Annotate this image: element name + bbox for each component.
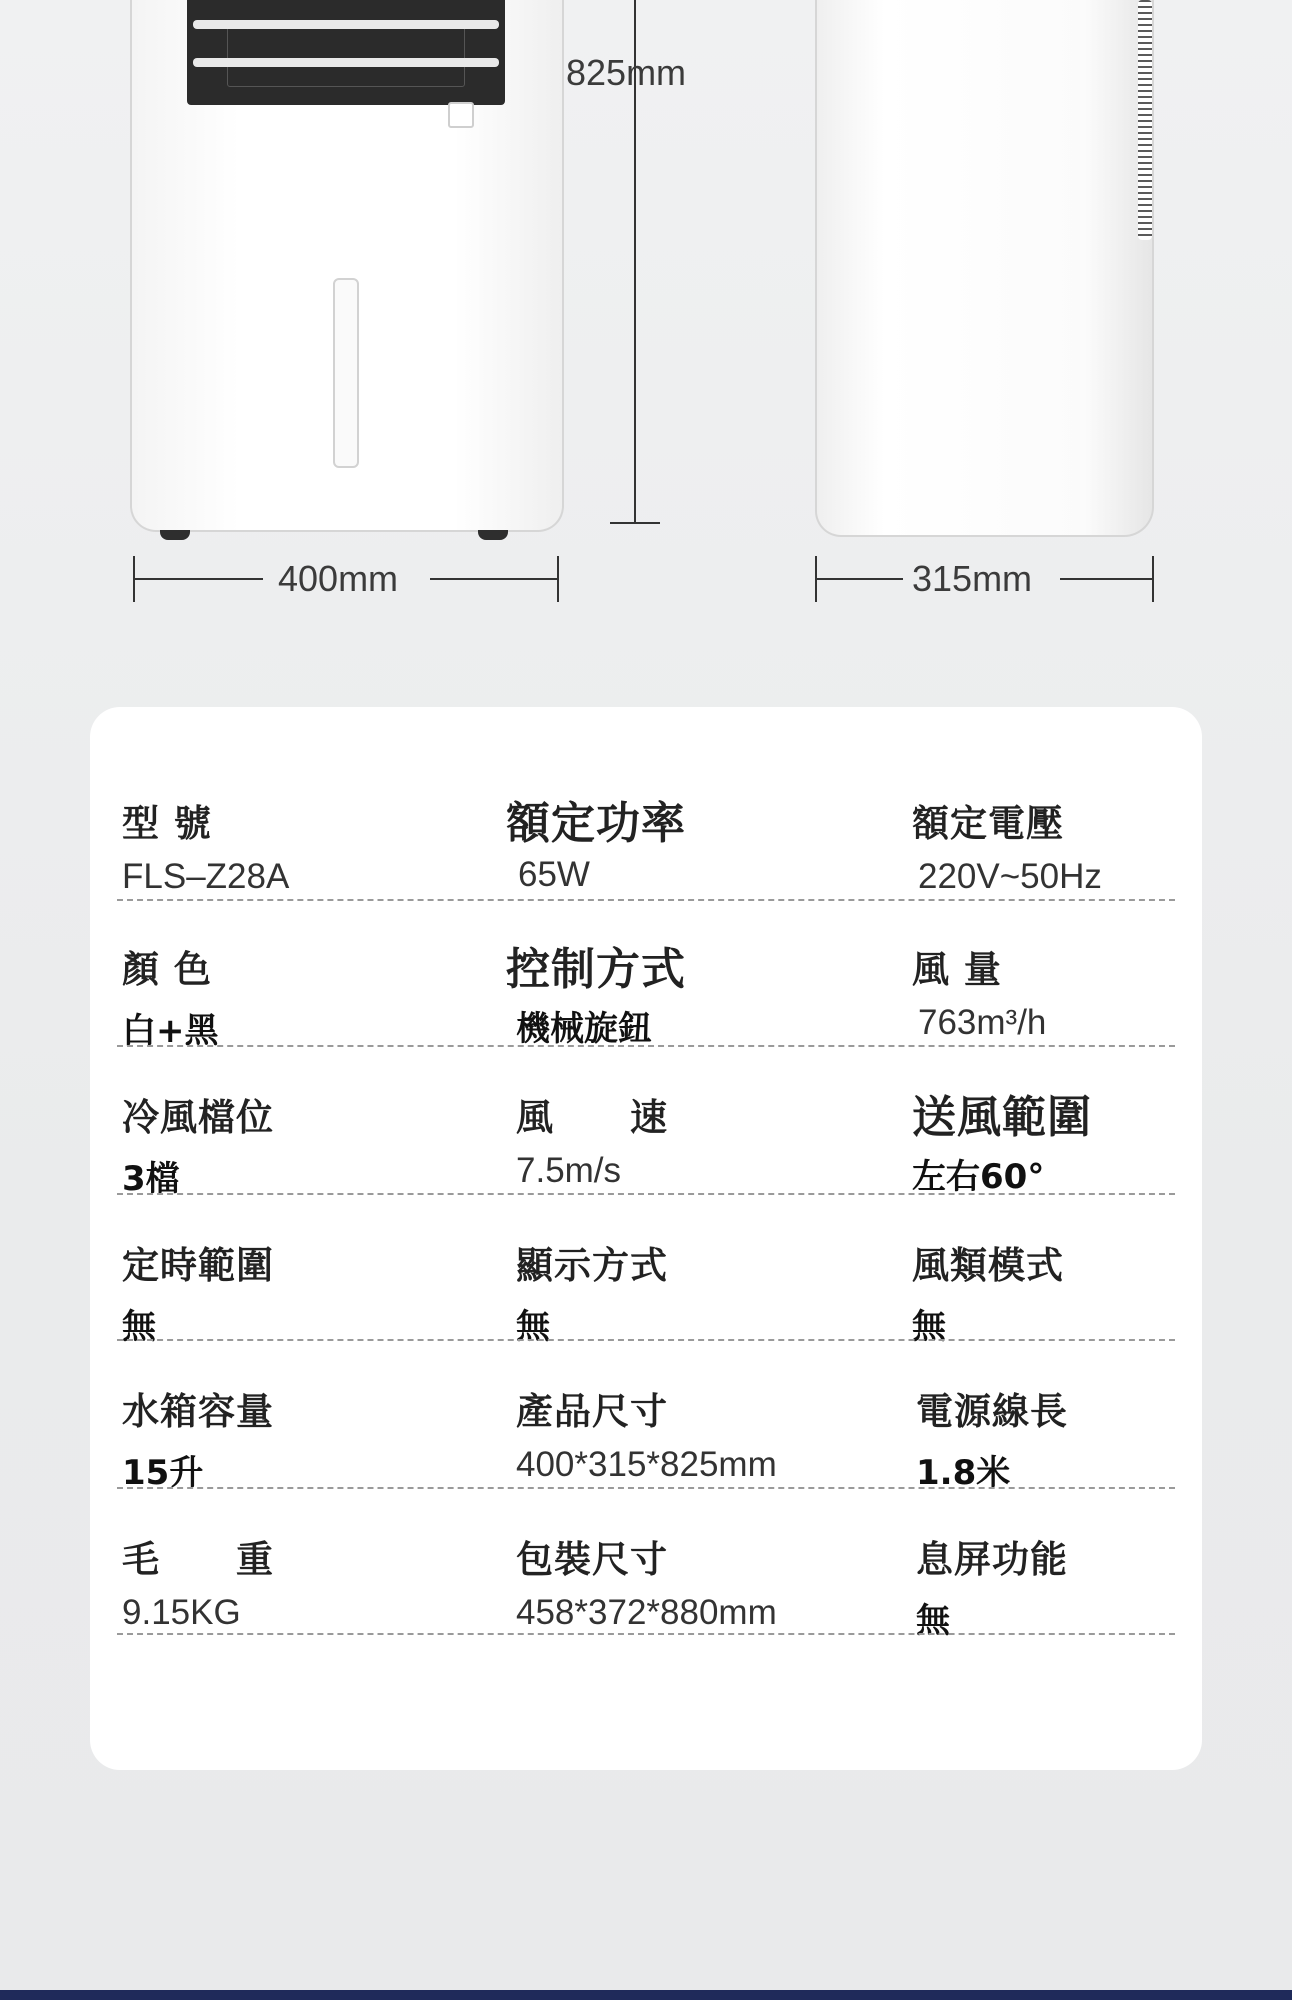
spec-value: 763m³/h xyxy=(918,1003,1047,1042)
spec-wind-mode xyxy=(912,1235,1064,1348)
height-dimension-tick xyxy=(610,522,660,524)
spec-label: 息屏功能 xyxy=(916,1538,1068,1581)
spec-value: 左右60° xyxy=(912,1157,1045,1197)
spec-rated-voltage xyxy=(912,793,1102,897)
spec-value: 7.5m/s xyxy=(516,1151,622,1190)
spec-label: 型 號 xyxy=(122,802,212,845)
spec-value: 9.15KG xyxy=(122,1593,241,1632)
spec-air-volume xyxy=(912,939,1046,1043)
spec-value: 無 xyxy=(916,1601,950,1641)
spec-label: 風類模式 xyxy=(912,1244,1064,1287)
spec-cooling-levels xyxy=(122,1087,274,1200)
spec-screen-off xyxy=(916,1529,1068,1642)
spec-label: 水箱容量 xyxy=(122,1390,274,1433)
spec-label: 顯示方式 xyxy=(516,1244,668,1287)
spec-gross-weight xyxy=(122,1529,274,1633)
spec-label: 顏 色 xyxy=(122,948,212,991)
row-divider xyxy=(117,899,1175,901)
row-divider xyxy=(117,1339,1175,1341)
width-dimension-line-right xyxy=(430,578,558,580)
spec-label: 額定功率 xyxy=(506,798,686,849)
spec-value: 1.8米 xyxy=(916,1453,1011,1493)
depth-dimension-label: 315mm xyxy=(912,558,1033,599)
spec-value: FLS–Z28A xyxy=(122,857,290,896)
spec-label: 風 速 xyxy=(516,1096,668,1139)
row-divider xyxy=(117,1633,1175,1635)
spec-value: 3檔 xyxy=(122,1159,180,1199)
front-wheel-left xyxy=(160,530,190,540)
width-dimension-line-left xyxy=(133,578,263,580)
spec-color xyxy=(122,939,219,1052)
spec-value: 15升 xyxy=(122,1453,204,1493)
spec-timer-range xyxy=(122,1235,274,1348)
spec-air-supply-range xyxy=(912,1081,1092,1198)
spec-value: 無 xyxy=(912,1307,946,1347)
spec-label: 產品尺寸 xyxy=(516,1390,668,1433)
spec-product-size xyxy=(516,1381,777,1485)
spec-value: 機械旋鈕 xyxy=(516,1009,652,1049)
row-divider xyxy=(117,1193,1175,1195)
spec-value: 無 xyxy=(516,1307,550,1347)
air-outlet-grille xyxy=(187,0,505,105)
row-divider xyxy=(117,1045,1175,1047)
spec-value: 220V~50Hz xyxy=(918,857,1102,896)
width-dimension-label: 400mm xyxy=(278,558,399,599)
spec-value: 無 xyxy=(122,1307,156,1347)
spec-label: 毛 重 xyxy=(122,1538,274,1581)
depth-dimension-line-left xyxy=(815,578,903,580)
spec-wind-speed xyxy=(516,1087,668,1191)
spec-package-size xyxy=(516,1529,777,1633)
spec-rated-power xyxy=(506,787,686,895)
spec-value: 400*315*825mm xyxy=(516,1445,777,1484)
spec-label: 電源線長 xyxy=(916,1390,1068,1433)
spec-model xyxy=(122,793,289,897)
spec-power-cord-length xyxy=(916,1381,1068,1494)
spec-card xyxy=(90,707,1202,1770)
front-wheel-right xyxy=(478,530,508,540)
front-clip xyxy=(448,102,474,128)
spec-label: 風 量 xyxy=(912,948,1002,991)
bottom-band xyxy=(0,1990,1292,2000)
spec-label: 送風範圍 xyxy=(912,1092,1092,1143)
spec-value: 458*372*880mm xyxy=(516,1593,777,1632)
depth-dimension-line-right xyxy=(1060,578,1153,580)
spec-control-method xyxy=(506,933,686,1050)
spec-label: 控制方式 xyxy=(506,944,686,995)
spec-label: 包裝尺寸 xyxy=(516,1538,668,1581)
row-divider xyxy=(117,1487,1175,1489)
height-dimension-label: 825mm xyxy=(566,52,687,93)
side-view-body xyxy=(815,0,1154,537)
spec-label: 額定電壓 xyxy=(912,802,1064,845)
spec-label: 定時範圍 xyxy=(122,1244,274,1287)
spec-value: 65W xyxy=(518,855,590,894)
side-vent xyxy=(1138,0,1152,240)
spec-label: 冷風檔位 xyxy=(122,1096,274,1139)
spec-display-method xyxy=(516,1235,668,1348)
spec-value: 白+黑 xyxy=(122,1011,219,1051)
water-level-gauge xyxy=(333,278,359,468)
spec-water-tank xyxy=(122,1381,274,1494)
